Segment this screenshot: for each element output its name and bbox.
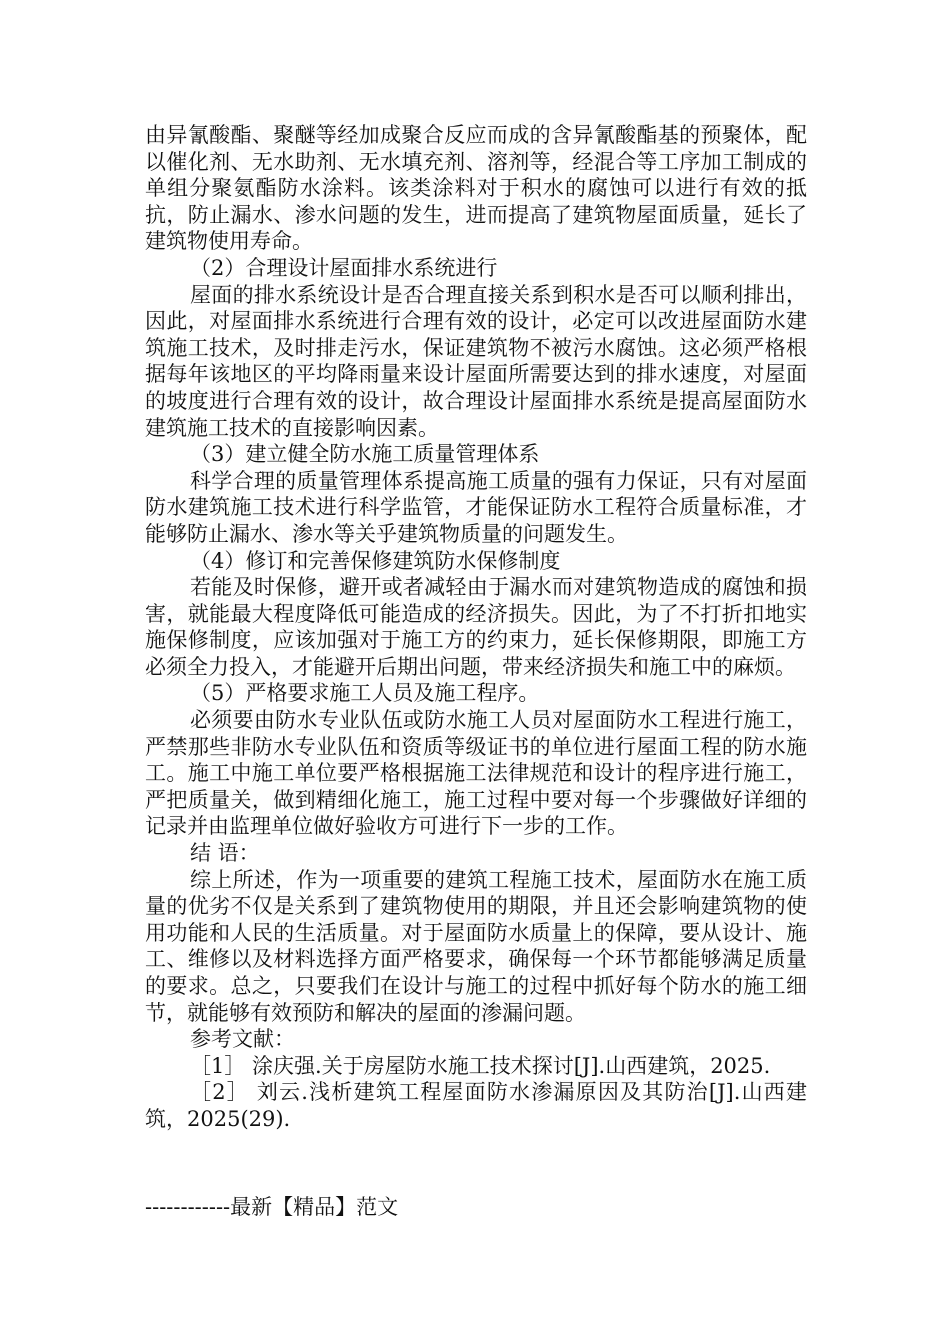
conclusion-heading: 结 语： (190, 841, 260, 866)
body-paragraph: 必须要由防水专业队伍或防水施工人员对屋面防水工程进行施工，严禁那些非防水专业队伍和资质等级证书的单位进行屋面工程的防水施工。施工中施工单位要严格根据施工法律规范和设计的程序进行施工，严把质量关，做到精细化施工，施工过程中要对每一个步骤做好详细的记录并由监理单位做好验收方可进行下一步的工作。 (145, 708, 807, 839)
body-paragraph: 科学合理的质量管理体系提高施工质量的强有力保证，只有对屋面防水建筑施工技术进行科学监管，才能保证防水工程符合质量标准，才能够防止漏水、渗水等关乎建筑物质量的问题发生。 (145, 468, 807, 546)
footer-text: ------------最新【精品】范文 (145, 1195, 399, 1219)
references-heading: 参考文献： (190, 1027, 295, 1052)
conclusion-paragraph: 综上所述，作为一项重要的建筑工程施工技术，屋面防水在施工质量的优劣不仅是关系到了建筑物使用的期限，并且还会影响建筑物的使用功能和人民的生活质量。对于屋面防水质量上的保障，要从设计、施工、维修以及材料选择方面严格要求，确保每一个环节都能够满足质量的要求。总之，只要我们在设计与施工的过程中抓好每个防水的施工细节，就能够有效预防和解决的屋面的渗漏问题。 (145, 867, 807, 1025)
section-heading-2: （2）合理设计屋面排水系统进行 (190, 255, 498, 280)
section-heading-5: （5）严格要求施工人员及施工程序。 (190, 681, 540, 706)
section-heading-4: （4）修订和完善保修建筑防水保修制度 (190, 548, 561, 573)
reference-item: ［1］ 涂庆强.关于房屋防水施工技术探讨[J].山西建筑，2025. (190, 1053, 771, 1078)
section-heading-3: （3）建立健全防水施工质量管理体系 (190, 442, 540, 467)
body-paragraph: 屋面的排水系统设计是否合理直接关系到积水是否可以顺利排出，因此，对屋面排水系统进行合理有效的设计，必定可以改进屋面防水建筑施工技术，及时排走污水，保证建筑物不被污水腐蚀。这必须严格根据每年该地区的平均降雨量来设计屋面所需要达到的排水速度，对屋面的坡度进行合理有效的设计，故合理设计屋面排水系统是提高屋面防水建筑施工技术的直接影响因素。 (145, 282, 807, 440)
reference-item: ［2］ 刘云.浅析建筑工程屋面防水渗漏原因及其防治[J].山西建筑，2025(29). (145, 1080, 807, 1131)
body-paragraph: 由异氰酸酯、聚醚等经加成聚合反应而成的含异氰酸酯基的预聚体，配以催化剂、无水助剂、无水填充剂、溶剂等，经混合等工序加工制成的单组分聚氨酯防水涂料。该类涂料对于积水的腐蚀可以进行有效的抵抗，防止漏水、渗水问题的发生，进而提高了建筑物屋面质量，延长了建筑物使用寿命。 (145, 123, 807, 254)
body-paragraph: 若能及时保修，避开或者减轻由于漏水而对建筑物造成的腐蚀和损害，就能最大程度降低可能造成的经济损失。因此，为了不打折扣地实施保修制度，应该加强对于施工方的约束力，延长保修期限，即施工方必须全力投入，才能避开后期出问题，带来经济损失和施工中的麻烦。 (145, 575, 807, 679)
document-body (145, 122, 807, 1133)
